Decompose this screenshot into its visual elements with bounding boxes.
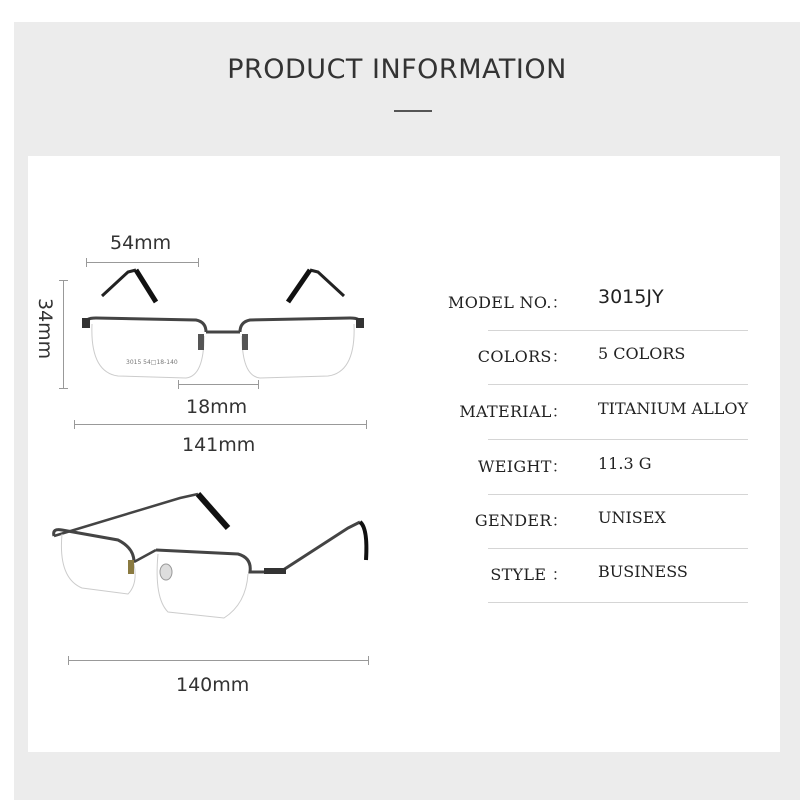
spec-value: UNISEX — [598, 508, 666, 527]
dimension-tick — [258, 380, 259, 389]
spec-value: 11.3 G — [598, 454, 652, 473]
bridge-label: 18mm — [186, 396, 248, 418]
spec-row-model — [448, 276, 748, 331]
lens-height-label: 34mm — [34, 298, 56, 360]
dimension-tick — [59, 280, 68, 281]
spec-label: STYLE ： — [490, 565, 568, 584]
background-frame — [780, 156, 800, 752]
front-view-glasses-image — [78, 262, 368, 392]
spec-row-style — [488, 548, 748, 603]
dimension-tick — [368, 656, 369, 665]
frame-print-text: 3015 54□18-140 — [126, 359, 178, 366]
lens-width-label: 54mm — [110, 232, 172, 254]
background-frame — [780, 22, 800, 156]
total-width-label: 141mm — [182, 434, 256, 456]
spec-row-material — [459, 385, 749, 440]
lens-height-line — [63, 280, 64, 388]
spec-value: BUSINESS — [598, 562, 688, 581]
spec-row-gender — [474, 494, 748, 549]
dimension-tick — [178, 380, 179, 389]
background-frame — [14, 752, 800, 800]
temple-length-line — [68, 660, 368, 661]
spec-label: MODEL NO.： — [448, 293, 568, 312]
page-title: PRODUCT INFORMATION — [227, 54, 567, 85]
spec-label: MATERIAL： — [459, 402, 568, 421]
dimension-tick — [59, 388, 68, 389]
spec-row-weight — [478, 440, 748, 495]
spec-label: COLORS： — [477, 347, 568, 366]
temple-length-label: 140mm — [176, 674, 250, 696]
bridge-line — [178, 384, 258, 385]
total-width-line — [74, 424, 366, 425]
side-view-glasses-image — [48, 488, 378, 628]
spec-value: 5 COLORS — [598, 344, 686, 363]
title-underline — [394, 110, 432, 112]
dimension-tick — [74, 420, 75, 429]
spec-value: TITANIUM ALLOY — [598, 399, 749, 418]
spec-label: WEIGHT： — [478, 457, 568, 476]
background-frame — [14, 156, 28, 752]
spec-value: 3015JY — [598, 286, 664, 308]
spec-row-colors — [477, 330, 748, 385]
spec-label: GENDER： — [474, 511, 568, 530]
dimension-tick — [366, 420, 367, 429]
dimension-tick — [68, 656, 69, 665]
header-banner — [14, 22, 780, 156]
